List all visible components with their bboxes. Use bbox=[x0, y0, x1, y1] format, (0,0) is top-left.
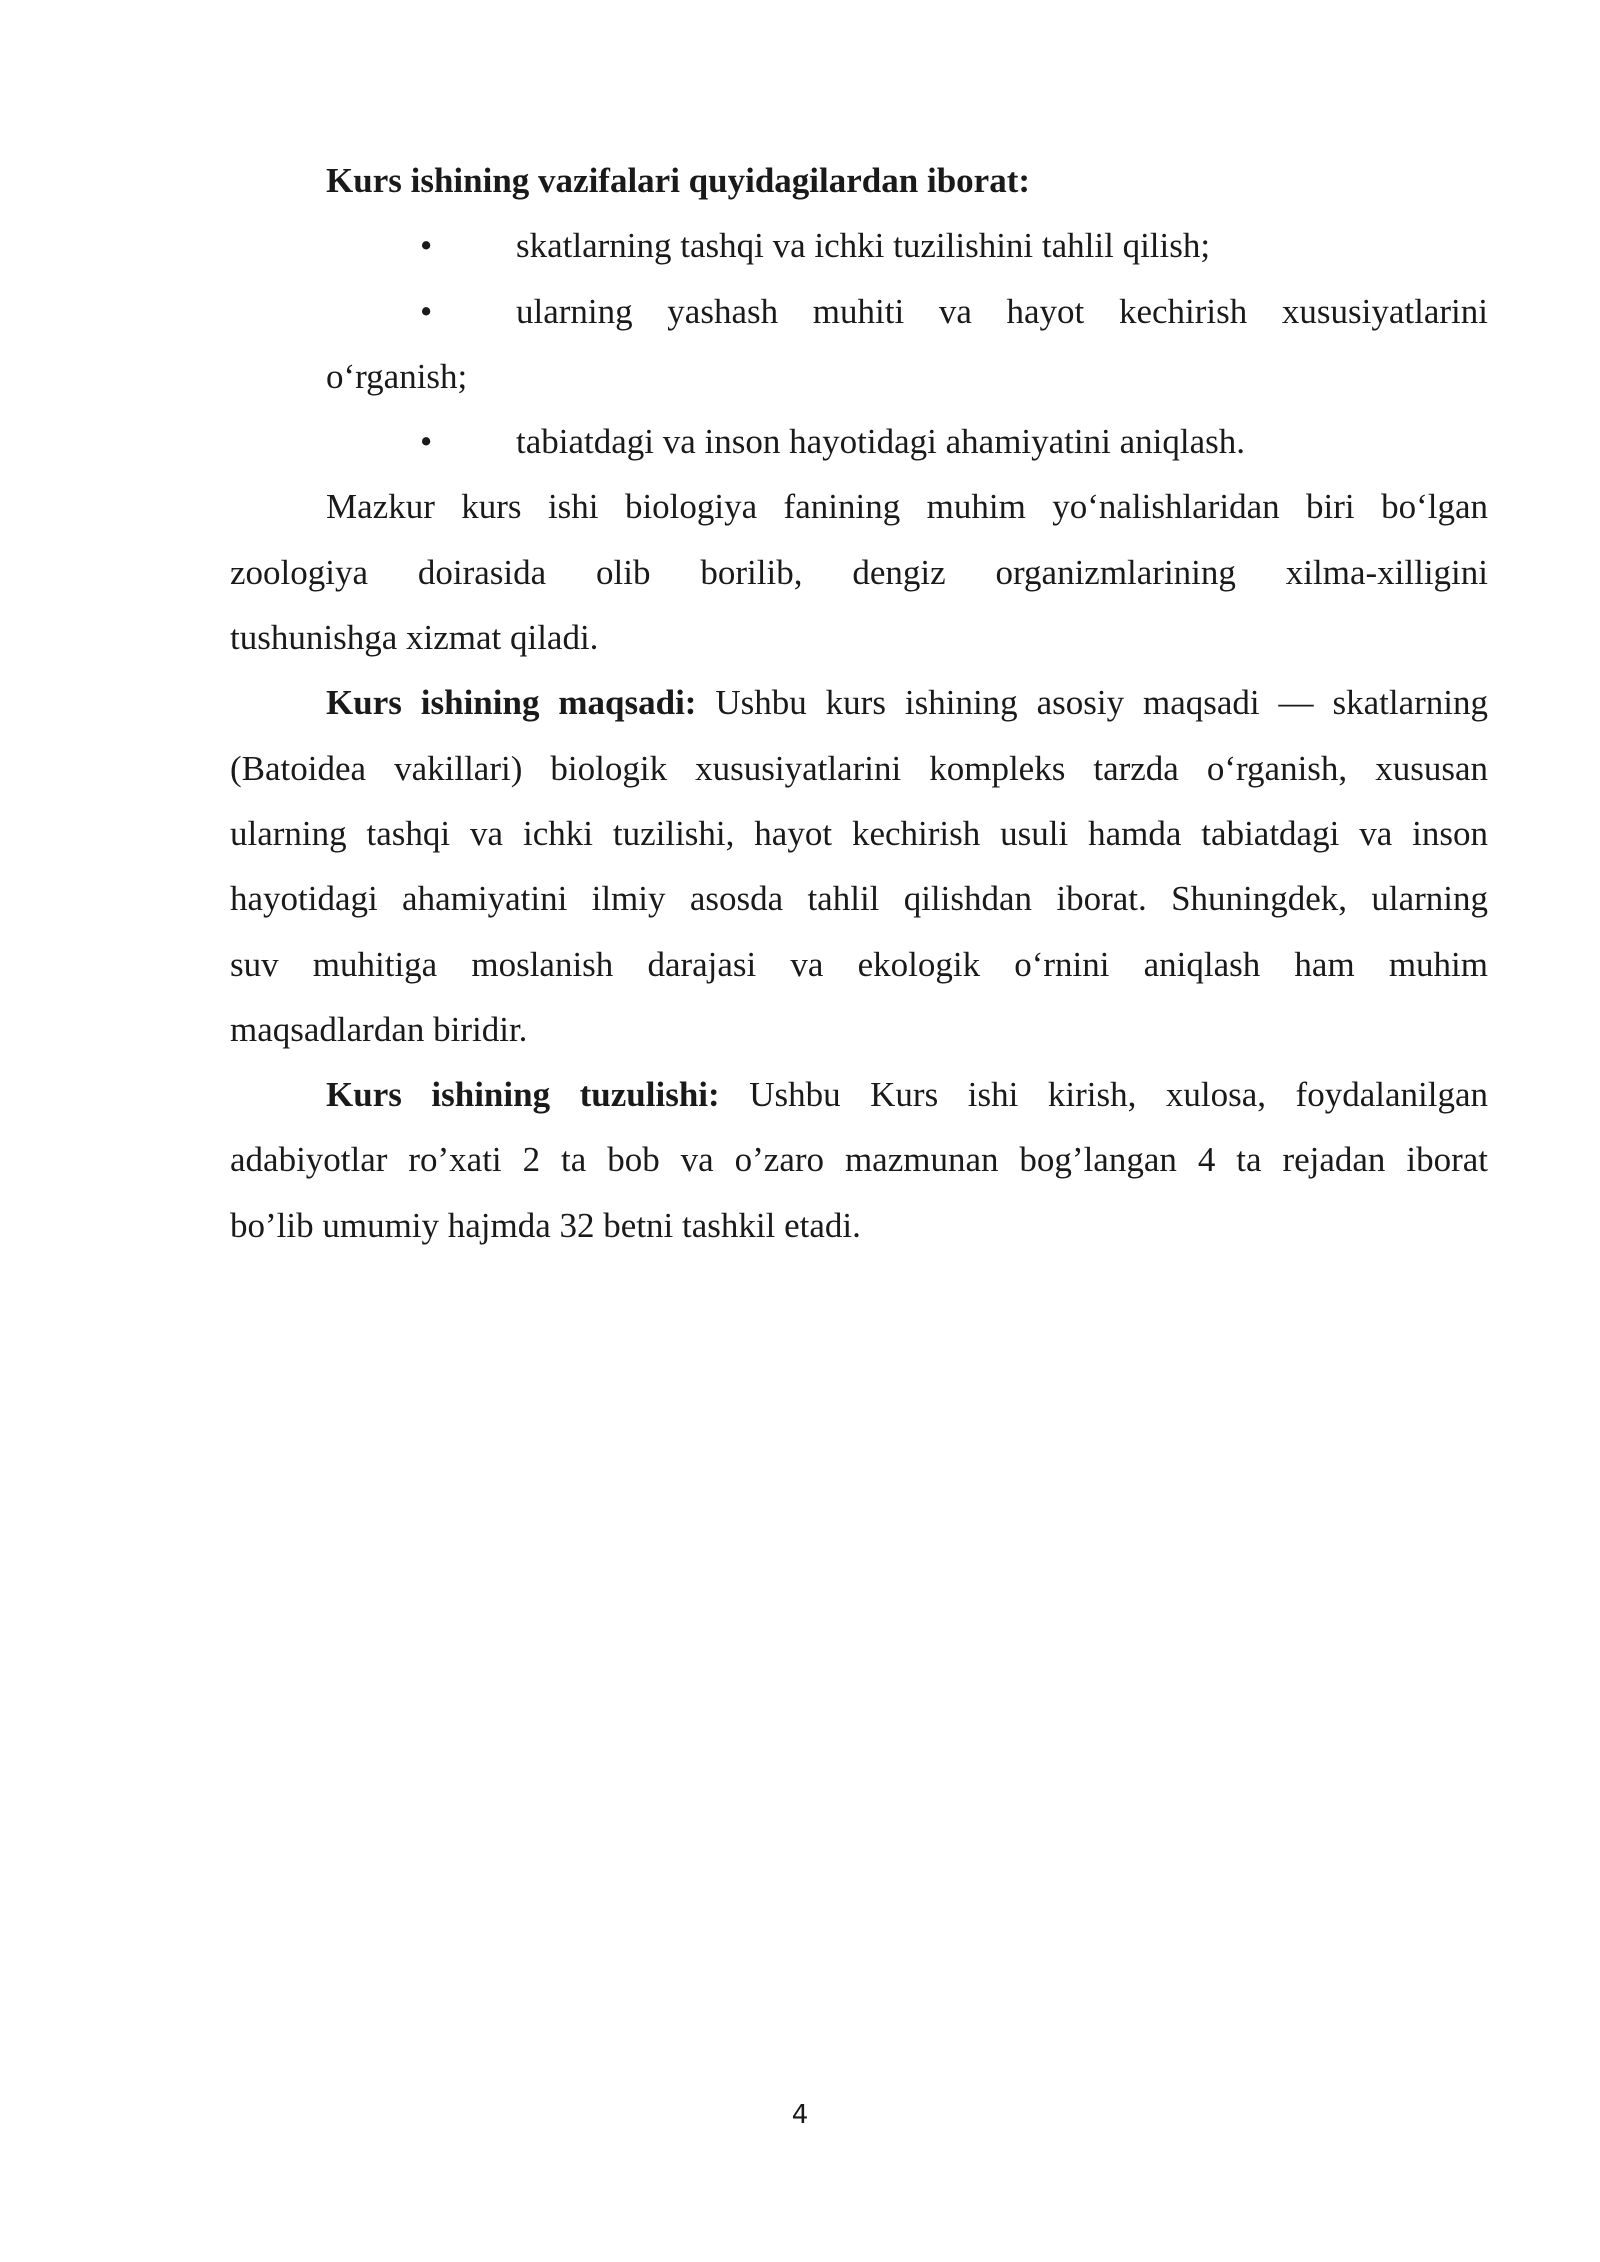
paragraph-line: zoologiya doirasida olib borilib, dengiz organizmlarining xilma-xilligini bbox=[230, 552, 1488, 592]
page-number: 4 bbox=[791, 2100, 809, 2130]
tasks-heading: Kurs ishining vazifalari quyidagilardan iborat: bbox=[326, 161, 1030, 200]
goal-label: Kurs ishining maqsadi: bbox=[326, 683, 697, 723]
paragraph-line: maqsadlardan biridir. bbox=[230, 1009, 528, 1049]
paragraph-line: adabiyotlar ro’xati 2 ta bob va o’zaro mazmunan bog’langan 4 ta rejadan iborat bbox=[230, 1140, 1488, 1180]
tasks-item-text: skatlarning tashqi va ichki tuzilishini tahlil qilish; bbox=[516, 226, 1211, 266]
goal-paragraph bbox=[230, 670, 1488, 1062]
paragraph-line: Mazkur kurs ishi biologiya fanining muhim yo‘nalishlaridan biri bo‘lgan bbox=[326, 487, 1488, 527]
tasks-list-item bbox=[230, 409, 1488, 474]
bullet-icon: • bbox=[420, 422, 433, 462]
page-body bbox=[230, 148, 1488, 1258]
paragraph-line bbox=[230, 670, 1488, 735]
tasks-item-continuation: o‘rganish; bbox=[326, 356, 468, 396]
tasks-list-item bbox=[230, 279, 1488, 344]
paragraph-line: suv muhitiga moslanish darajasi va ekologik o‘rnini aniqlash ham muhim bbox=[230, 944, 1488, 984]
tasks-item-text: ularning yashash muhiti va hayot kechirish xususiyatlarini bbox=[516, 291, 1488, 331]
paragraph-line: (Batoidea vakillari) biologik xususiyatlarini kompleks tarzda o‘rganish, xususan bbox=[230, 748, 1488, 788]
intro-paragraph bbox=[230, 474, 1488, 670]
paragraph-line: hayotidagi ahamiyatini ilmiy asosda tahlil qilishdan iborat. Shuningdek, ularning bbox=[230, 879, 1488, 919]
paragraph-line: ularning tashqi va ichki tuzilishi, hayot kechirish usuli hamda tabiatdagi va inson bbox=[230, 813, 1488, 853]
tasks-list-item bbox=[230, 213, 1488, 278]
bullet-icon: • bbox=[420, 226, 433, 266]
structure-paragraph bbox=[230, 1062, 1488, 1258]
paragraph-line: bo’lib umumiy hajmda 32 betni tashkil etadi. bbox=[230, 1205, 861, 1245]
bullet-icon: • bbox=[420, 291, 433, 331]
structure-label: Kurs ishining tuzulishi: bbox=[326, 1075, 720, 1115]
goal-text: Ushbu kurs ishining asosiy maqsadi — skatlarning bbox=[696, 683, 1488, 723]
tasks-item-text: tabiatdagi va inson hayotidagi ahamiyatini aniqlash. bbox=[516, 422, 1245, 462]
paragraph-line: tushunishga xizmat qiladi. bbox=[230, 618, 599, 658]
paragraph-line bbox=[230, 1062, 1488, 1127]
structure-text: Ushbu Kurs ishi kirish, xulosa, foydalanilgan bbox=[719, 1075, 1488, 1115]
